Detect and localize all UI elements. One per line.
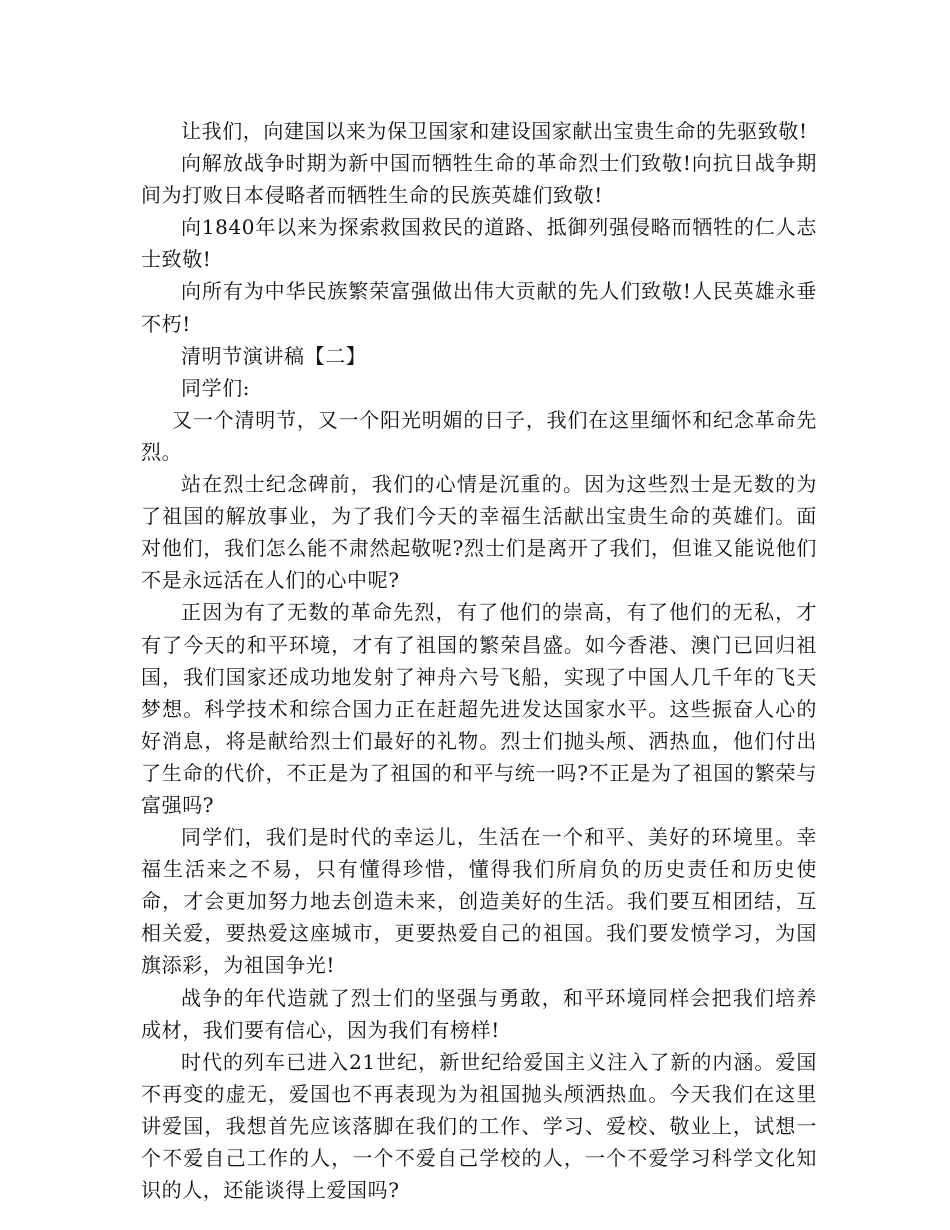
paragraph: 又一个清明节，又一个阳光明媚的日子，我们在这里缅怀和纪念革命先烈。 xyxy=(141,407,817,464)
paragraph: 时代的列车已进入21世纪，新世纪给爱国主义注入了新的内涵。爱国不再变的虚无，爱国也不再表现为为祖国抛头颅洒热血。今天我们在这里讲爱国，我想首先应该落脚在我们的工作、学习、爱校、敬业上，试想一个不爱自己工作的人，一个不爱自己学校的人，一个不爱学习科学文化知识的人，还能谈得上爱国吗? xyxy=(141,1049,817,1203)
salutation: 同学们: xyxy=(181,375,251,400)
paragraph: 向1840年以来为探索救国救民的道路、抵御列强侵略而牺牲的仁人志士致敬! xyxy=(141,215,817,272)
section-heading: 清明节演讲稿【二】 xyxy=(181,343,367,368)
paragraph: 战争的年代造就了烈士们的坚强与勇敢，和平环境同样会把我们培养成材，我们要有信心，因为我们有榜样! xyxy=(141,985,817,1042)
document-body xyxy=(141,115,817,1206)
paragraph: 向所有为中华民族繁荣富强做出伟大贡献的先人们致敬!人民英雄永垂不朽! xyxy=(141,279,817,336)
paragraph: 让我们，向建国以来为保卫国家和建设国家献出宝贵生命的先驱致敬! xyxy=(181,119,808,143)
paragraph: 正因为有了无数的革命先烈，有了他们的崇高，有了他们的无私，才有了今天的和平环境，才有了祖国的繁荣昌盛。如今香港、澳门已回归祖国，我们国家还成功地发射了神舟六号飞船，实现了中国人几千年的飞天梦想。科学技术和综合国力正在赶超先进发达国家水平。这些振奋人心的好消息，将是献给烈士们最好的礼物。烈士们抛头颅、洒热血，他们付出了生命的代价，不正是为了祖国的和平与统一吗?不正是为了祖国的繁荣与富强吗? xyxy=(141,600,817,817)
paragraph: 同学们，我们是时代的幸运儿，生活在一个和平、美好的环境里。幸福生活来之不易，只有懂得珍惜，懂得我们所肩负的历史责任和历史使命，才会更加努力地去创造未来，创造美好的生活。我们要互相团结，互相关爱，要热爱这座城市，更要热爱自己的祖国。我们要发愤学习，为国旗添彩，为祖国争光! xyxy=(141,825,817,978)
paragraph: 向解放战争时期为新中国而牺牲生命的革命烈士们致敬!向抗日战争期间为打败日本侵略者而牺牲生命的民族英雄们致敬! xyxy=(141,151,817,208)
paragraph: 站在烈士纪念碑前，我们的心情是沉重的。因为这些烈士是无数的为了祖国的解放事业，为了我们今天的幸福生活献出宝贵生命的英雄们。面对他们，我们怎么能不肃然起敬呢?烈士们是离开了我们，但谁又能说他们不是永远活在人们的心中呢? xyxy=(141,472,817,593)
